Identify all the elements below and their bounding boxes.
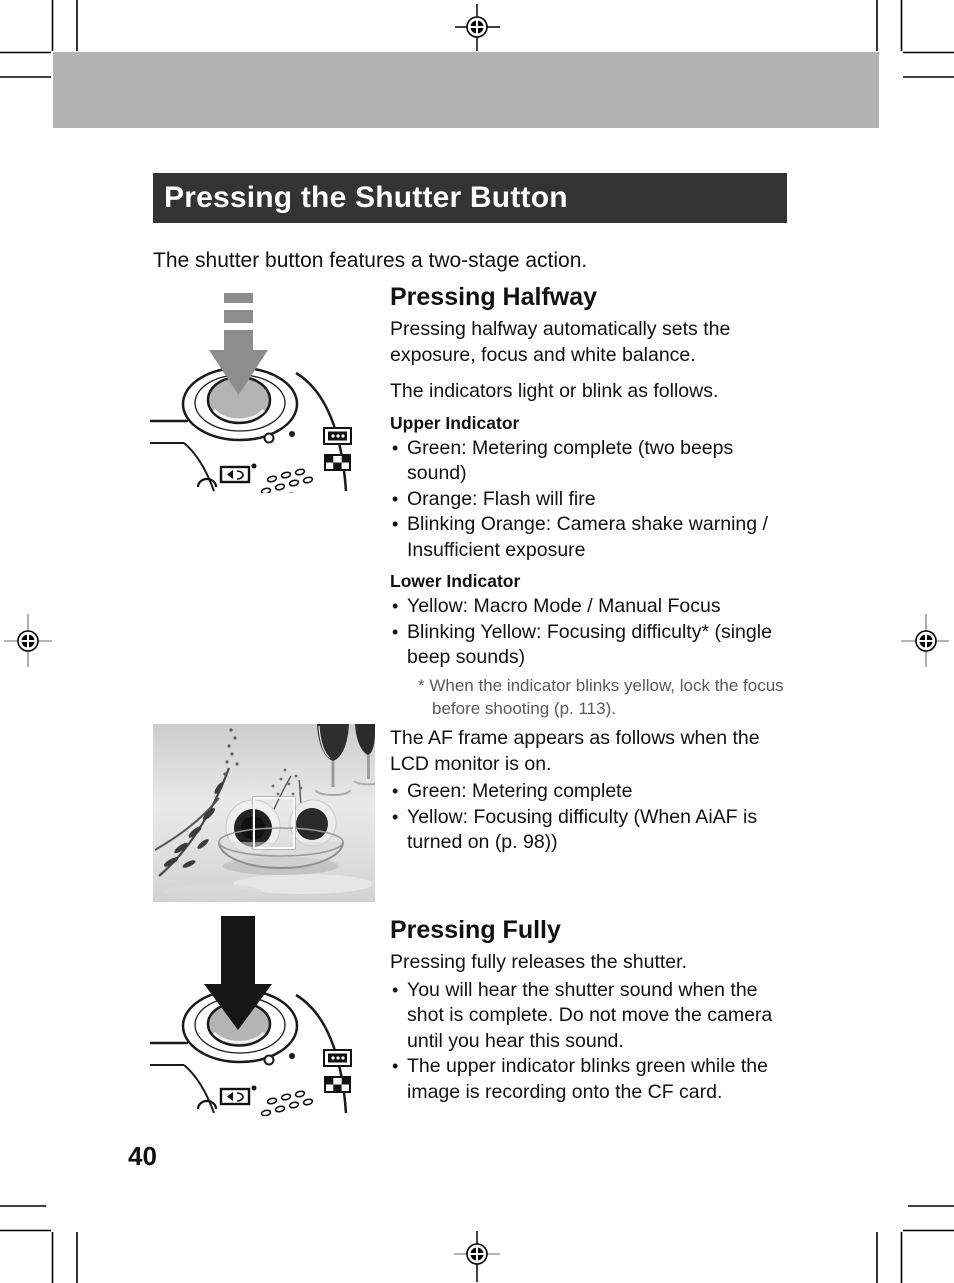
speaker-holes (261, 1090, 313, 1116)
halfway-heading: Pressing Halfway (390, 283, 598, 311)
fully-section (390, 916, 774, 1105)
bullet-item: • Green: Metering complete (390, 779, 805, 805)
indicator-lamp-icon (265, 1056, 274, 1065)
focus-lock-footnote: * When the indicator blinks yellow, lock the focus before shooting (p. 113). (418, 675, 784, 718)
led-dot-icon (289, 431, 295, 437)
bullet-item: • Yellow: Macro Mode / Manual Focus (390, 594, 794, 620)
intro-text: The shutter button features a two-stage action. (153, 249, 588, 272)
halfway-paragraph-1: Pressing halfway automatically sets the exposure, focus and white balance. (390, 318, 731, 366)
speaker-holes (261, 468, 313, 493)
page-number: 40 (128, 1141, 157, 1171)
microphone-arc-icon (198, 1101, 216, 1109)
registration-mark-icon (455, 4, 500, 51)
upper-indicator-label: Upper Indicator (390, 412, 520, 433)
pressing-fully-illustration (148, 916, 383, 1116)
lower-indicator-list (390, 594, 794, 671)
registration-mark-icon (901, 614, 949, 667)
continuous-shooting-icon (324, 428, 351, 444)
microphone-arc-icon (198, 479, 216, 487)
pressing-halfway-illustration (148, 283, 383, 493)
speaker-icon (221, 1086, 257, 1105)
section-title-bar (153, 173, 787, 223)
af-frame-list (390, 779, 805, 856)
upper-indicator-list (390, 436, 794, 564)
continuous-shooting-icon (324, 1050, 351, 1066)
bullet-item: • Yellow: Focusing difficulty (When AiAF is turned on (p. 98)) (390, 805, 805, 856)
fully-list (390, 978, 774, 1106)
bullet-item: • Orange: Flash will fire (390, 487, 794, 513)
af-frame-sample-photo (153, 724, 375, 902)
page-title: Pressing the Shutter Button (164, 181, 568, 214)
registration-mark-icon (4, 614, 52, 667)
fully-heading: Pressing Fully (390, 916, 561, 944)
halfway-paragraph-2: The indicators light or blink as follows. (390, 380, 719, 402)
bullet-item: • The upper indicator blinks green while the image is recording onto the CF card. (390, 1054, 774, 1105)
speaker-icon (221, 464, 257, 483)
checker-icon (325, 1077, 350, 1092)
bullet-item: • You will hear the shutter sound when the shot is complete. Do not move the camera until you hear this sound. (390, 978, 774, 1055)
registration-mark-icon (454, 1231, 500, 1282)
indicator-lamp-icon (265, 434, 274, 443)
halfway-section (390, 283, 794, 720)
checker-icon (325, 455, 350, 470)
af-frame-paragraph: The AF frame appears as follows when the LCD monitor is on. (390, 727, 760, 775)
led-dot-icon (289, 1053, 295, 1059)
bullet-item: • Green: Metering complete (two beeps sound) (390, 436, 794, 487)
fully-paragraph: Pressing fully releases the shutter. (390, 951, 687, 973)
bullet-item: • Blinking Yellow: Focusing difficulty* (single beep sounds) (390, 620, 794, 671)
bullet-item: • Blinking Orange: Camera shake warning / Insufficient exposure (390, 512, 794, 563)
af-frame-section (390, 726, 805, 856)
lower-indicator-label: Lower Indicator (390, 571, 521, 591)
header-gray-band (53, 52, 879, 128)
